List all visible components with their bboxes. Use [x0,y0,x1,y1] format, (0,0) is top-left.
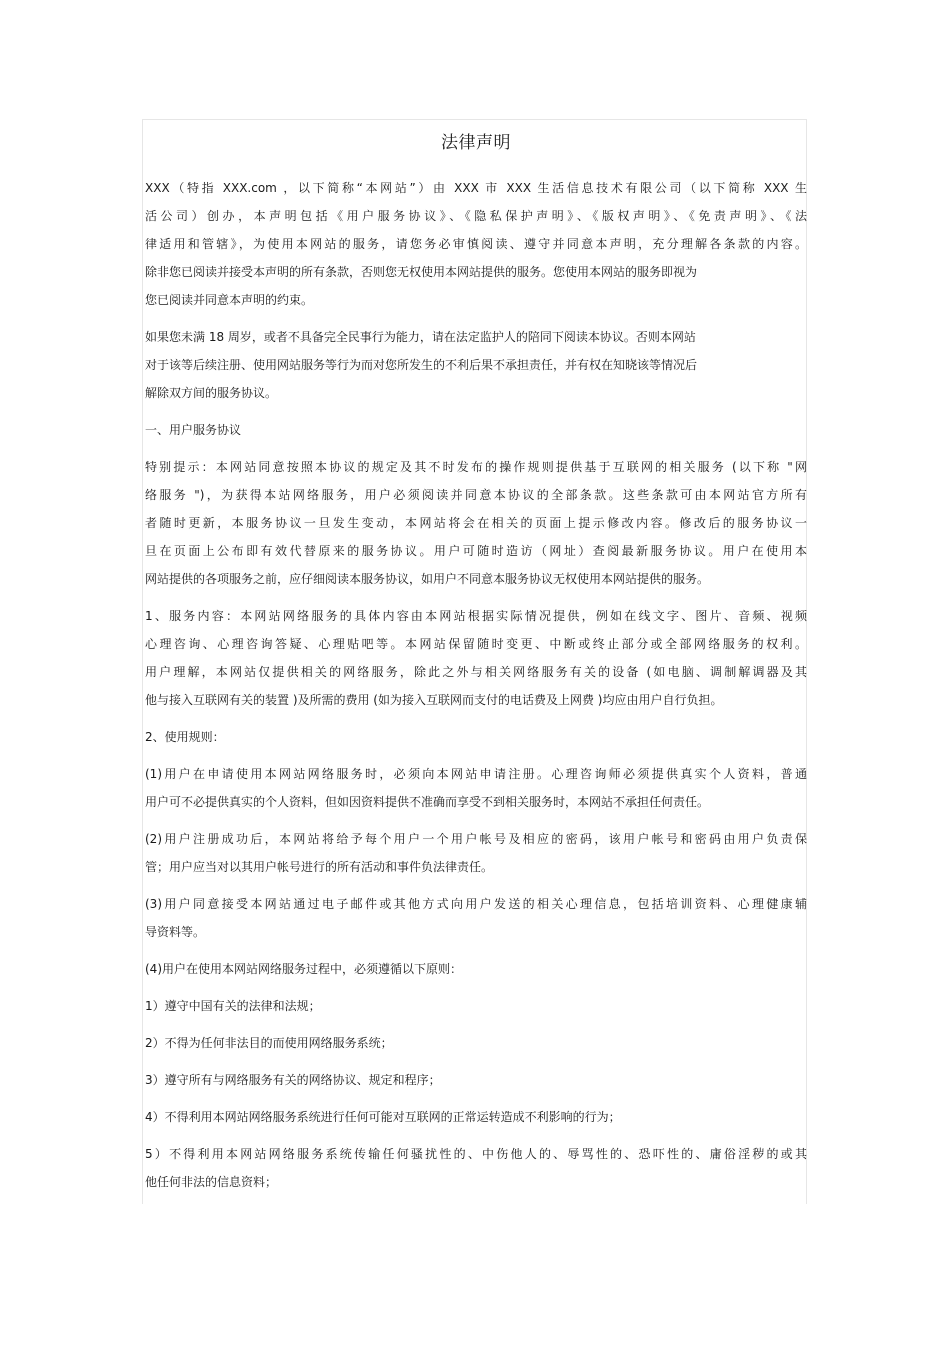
paragraph [145,174,807,314]
document-body [145,130,807,1205]
text-line: 1）遵守中国有关的法律和法规； [145,999,321,1013]
text-line: 律适用和管辖》，为使用本网站的服务，请您务必审慎阅读、遵守并同意本声明，充分理解各条款的内容。 [145,237,807,251]
text-line: (4)用户在使用本网站网络服务过程中，必须遵循以下原则： [145,962,463,976]
paragraph [145,825,807,881]
paragraph [145,890,807,946]
text-line: 用户理解，本网站仅提供相关的网络服务，除此之外与相关网络服务有关的设备 (如电脑、调制解调器及其 [145,665,807,679]
text-line: 心理咨询、心理咨询答疑、心理贴吧等。本网站保留随时变更、中断或终止部分或全部网络服务的权利。 [145,637,807,651]
paragraph [145,1140,807,1196]
text-line: 除非您已阅读并接受本声明的所有条款，否则您无权使用本网站提供的服务。您使用本网站的服务即视为 [145,265,698,279]
text-line: 2）不得为任何非法目的而使用网络服务系统； [145,1036,393,1050]
text-line: 络服务 ")，为获得本站网络服务，用户必须阅读并同意本协议的全部条款。这些条款可由本网站官方所有 [145,488,807,502]
text-line: 旦在页面上公布即有效代替原来的服务协议。用户可随时造访（网址）查阅最新服务协议。用户在使用本 [145,544,807,558]
text-line: XXX（特指 XXX.com ，以下简称“本网站”）由 XXX 市 XXX 生活信息技术有限公司（以下简称 XXX 生 [145,181,807,195]
text-line: (1)用户在申请使用本网站网络服务时，必须向本网站申请注册。心理咨询师必须提供真实个人资料，普通 [145,767,807,781]
text-line: 对于该等后续注册、使用网站服务等行为而对您所发生的不利后果不承担责任，并有权在知晓该等情况后 [145,358,698,372]
paragraph [145,602,807,714]
text-line: (3)用户同意接受本网站通过电子邮件或其他方式向用户发送的相关心理信息，包括培训资料、心理健康辅 [145,897,807,911]
text-line: 管；用户应当对以其用户帐号进行的所有活动和事件负法律责任。 [145,860,494,874]
paragraph [145,955,807,983]
paragraph [145,1066,807,1094]
paragraph [145,416,807,444]
paragraph [145,323,807,407]
text-line: 导资料等。 [145,925,206,939]
paragraph [145,992,807,1020]
text-line: 4）不得利用本网站网络服务系统进行任何可能对互联网的正常运转造成不利影响的行为； [145,1110,621,1124]
paragraph [145,760,807,816]
text-line: 他任何非法的信息资料； [145,1175,278,1189]
paragraph [145,723,807,751]
page-title: 法律声明 [441,133,511,153]
text-line: 如果您未满 18 周岁，或者不具备完全民事行为能力，请在法定监护人的陪同下阅读本协议。否则本网站 [145,330,696,344]
paragraph-list [145,174,807,1196]
text-line: 1、服务内容：本网站网络服务的具体内容由本网站根据实际情况提供，例如在线文字、图片、音频、视频 [145,609,807,623]
paragraph [145,453,807,593]
text-line: 您已阅读并同意本声明的约束。 [145,293,314,307]
paragraph [145,1103,807,1131]
text-line: 2、使用规则： [145,730,225,744]
text-line: 一、用户服务协议 [145,423,242,437]
text-line: 者随时更新，本服务协议一旦发生变动，本网站将会在相关的页面上提示修改内容。修改后的服务协议一 [145,516,807,530]
text-line: 活公司）创办，本声明包括《用户服务协议》、《隐私保护声明》、《版权声明》、《免责声明》、《法 [145,209,807,223]
text-line: 网站提供的各项服务之前，应仔细阅读本服务协议，如用户不同意本服务协议无权使用本网站提供的服务。 [145,572,710,586]
text-line: 3）遵守所有与网络服务有关的网络协议、规定和程序； [145,1073,441,1087]
text-line: 用户可不必提供真实的个人资料，但如因资料提供不准确而享受不到相关服务时，本网站不承担任何责任。 [145,795,710,809]
text-line: 5）不得利用本网站网络服务系统传输任何骚扰性的、中伤他人的、辱骂性的、恐吓性的、庸俗淫秽的或其 [145,1147,807,1161]
text-line: 解除双方间的服务协议。 [145,386,278,400]
paragraph [145,1029,807,1057]
text-line: 他与接入互联网有关的装置 )及所需的费用 (如为接入互联网而支付的电话费及上网费 )均应由用户自行负担。 [145,693,723,707]
text-line: 特别提示：本网站同意按照本协议的规定及其不时发布的操作规则提供基于互联网的相关服务 (以下称 "网 [145,460,807,474]
text-line: (2)用户注册成功后，本网站将给予每个用户一个用户帐号及相应的密码，该用户帐号和密码由用户负责保 [145,832,807,846]
